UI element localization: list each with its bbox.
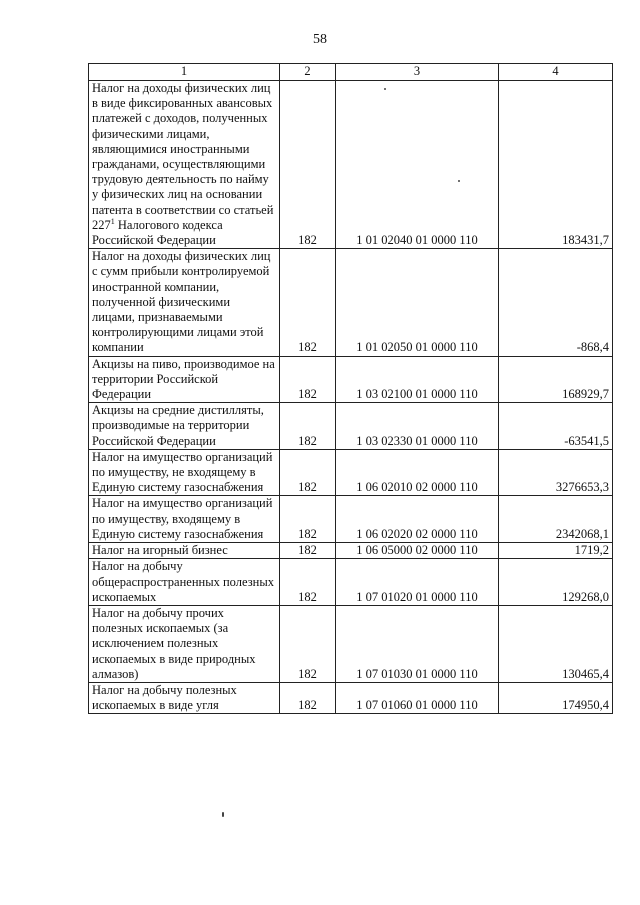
revenue-name-cell: Акцизы на пиво, производимое на территории Российской Федерации [89,356,280,403]
revenue-name-cell: Налог на игорный бизнес [89,543,280,559]
revenue-name-cell: Налог на добычу полезных ископаемых в виде угля [89,682,280,713]
budget-code-cell: 1 06 05000 02 0000 110 [336,543,499,559]
header-row [89,64,613,81]
revenue-name-cell: Налог на имущество организаций по имуществу, не входящему в Единую систему газоснабжения [89,449,280,496]
revenue-name-cell: Акцизы на средние дистилляты, производимые на территории Российской Федерации [89,403,280,450]
budget-code-cell: 1 06 02010 02 0000 110 [336,449,499,496]
amount-cell: 129268,0 [499,559,613,606]
column-header-4: 4 [499,64,613,81]
table-row [89,559,613,606]
amount-cell: 183431,7 [499,81,613,249]
revenue-name: Налог на доходы физических лиц в виде фиксированных авансовых платежей с доходов, полученных физическими лицами, являющимися иностранными гражданами, осуществляющими трудовую деятельность по найму у физических лиц на основании патента в соответствии со статьей 227 [92,81,274,232]
table-row [89,605,613,682]
table-row [89,449,613,496]
budget-code-cell: 1 01 02040 01 0000 110 [336,81,499,249]
amount-cell: 3276653,3 [499,449,613,496]
revenue-name-cell [89,81,280,249]
table-row [89,249,613,356]
scan-speck [222,812,224,817]
amount-cell: 1719,2 [499,543,613,559]
budget-code-cell: 1 07 01030 01 0000 110 [336,605,499,682]
table-row [89,543,613,559]
admin-code-cell: 182 [280,249,336,356]
revenue-name-cell: Налог на добычу прочих полезных ископаемых (за исключением полезных ископаемых в виде природных алмазов) [89,605,280,682]
page-number: 58 [313,32,327,47]
scan-speck [458,180,460,182]
revenue-table [88,63,613,714]
revenue-name-cell: Налог на добычу общераспространенных полезных ископаемых [89,559,280,606]
amount-cell: -63541,5 [499,403,613,450]
column-header-2: 2 [280,64,336,81]
admin-code-cell: 182 [280,605,336,682]
table-row [89,356,613,403]
table-row [89,682,613,713]
admin-code-cell: 182 [280,496,336,543]
budget-code-cell: 1 07 01060 01 0000 110 [336,682,499,713]
admin-code-cell: 182 [280,543,336,559]
amount-cell: 130465,4 [499,605,613,682]
table-row [89,496,613,543]
article-superscript: 1 [110,216,115,226]
amount-cell: -868,4 [499,249,613,356]
admin-code-cell: 182 [280,356,336,403]
column-header-3: 3 [336,64,499,81]
revenue-name-tail: Налогового кодекса Российской Федерации [92,217,223,248]
admin-code-cell: 182 [280,682,336,713]
admin-code-cell: 182 [280,449,336,496]
revenue-name-cell: Налог на доходы физических лиц с сумм прибыли контролируемой иностранной компании, полученной физическими лицами, признаваемыми контролирующими лицами этой компании [89,249,280,356]
budget-code-cell: 1 03 02330 01 0000 110 [336,403,499,450]
budget-code-cell: 1 01 02050 01 0000 110 [336,249,499,356]
revenue-name-cell: Налог на имущество организаций по имуществу, входящему в Единую систему газоснабжения [89,496,280,543]
admin-code-cell: 182 [280,81,336,249]
amount-cell: 174950,4 [499,682,613,713]
column-header-1: 1 [89,64,280,81]
admin-code-cell: 182 [280,559,336,606]
scan-speck [384,88,386,90]
budget-code-cell: 1 03 02100 01 0000 110 [336,356,499,403]
amount-cell: 168929,7 [499,356,613,403]
table-row [89,403,613,450]
budget-code-cell: 1 06 02020 02 0000 110 [336,496,499,543]
amount-cell: 2342068,1 [499,496,613,543]
table-row [89,81,613,249]
budget-code-cell: 1 07 01020 01 0000 110 [336,559,499,606]
admin-code-cell: 182 [280,403,336,450]
